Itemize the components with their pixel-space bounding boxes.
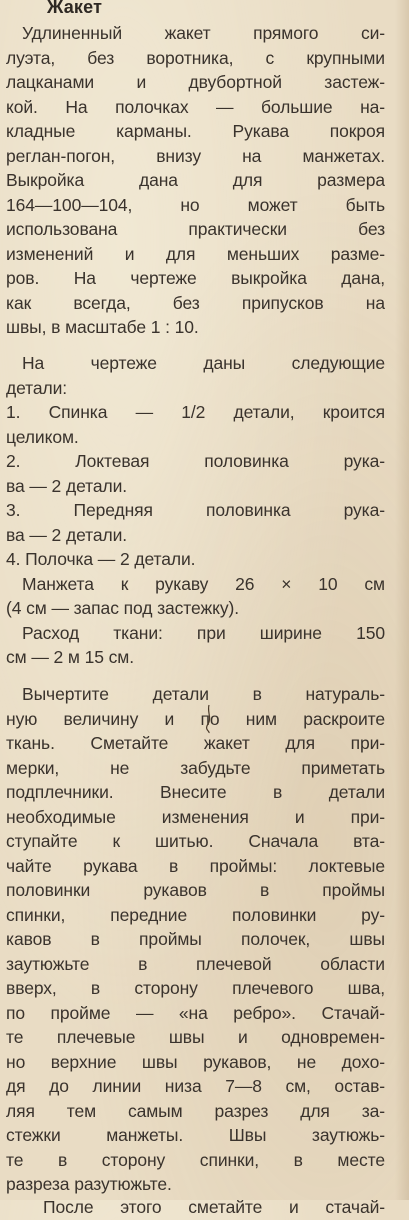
article-title: Жакет bbox=[47, 0, 103, 17]
list-item: 4. Полочка — 2 детали. bbox=[6, 549, 196, 569]
text-line: ров. На чертеже выкройка дана, bbox=[6, 268, 385, 288]
text-line: кавов в проймы полочек, швы bbox=[6, 929, 385, 949]
text-line: ва — 2 детали. bbox=[6, 475, 128, 496]
continuation-paragraph bbox=[6, 1195, 385, 1220]
text-line: 164—100—104, но может быть bbox=[6, 194, 385, 215]
text-line: необходимые изменения и при- bbox=[6, 806, 385, 827]
text-line: ткань. Сметайте жакет для при- bbox=[6, 733, 385, 753]
description-paragraph bbox=[6, 21, 385, 340]
details-list-paragraph bbox=[6, 351, 385, 670]
text-line: но верхние швы рукавов, не дохо- bbox=[6, 1051, 385, 1072]
text-line: чайте рукава в проймы: локтевые bbox=[6, 855, 385, 876]
text-line: Вычертите детали в натураль- bbox=[22, 684, 385, 704]
paper-edge bbox=[395, 0, 409, 1200]
text-line: ступайте к шитью. Сначала вта- bbox=[6, 831, 385, 851]
text-line: ва — 2 детали. bbox=[6, 524, 128, 545]
text-line: кой. На полочках — большие на- bbox=[6, 96, 385, 117]
text-line: подплечники. Внесите в детали bbox=[6, 782, 385, 802]
text-line: целиком. bbox=[6, 426, 79, 447]
text-line: (4 см — запас под застежку). bbox=[6, 598, 239, 618]
text-line: половинки рукавов в проймы bbox=[6, 880, 385, 900]
text-line: Удлиненный жакет прямого си- bbox=[22, 23, 385, 43]
text-line: те в сторону спинки, в месте bbox=[6, 1149, 385, 1170]
text-line: луэта, без воротника, с крупными bbox=[6, 47, 385, 68]
text-line: детали: bbox=[6, 377, 68, 398]
instructions-paragraph bbox=[6, 682, 385, 1197]
text-line: ляя тем самым разрез для за- bbox=[6, 1100, 385, 1121]
text-line: см — 2 м 15 см. bbox=[6, 647, 134, 667]
text-line: использована практически без bbox=[6, 219, 385, 239]
text-line: как всегда, без припусков на bbox=[6, 292, 385, 313]
list-item: 2. Локтевая половинка рука- bbox=[6, 451, 385, 471]
text-line: Манжета к рукаву 26 × 10 см bbox=[22, 573, 385, 594]
text-line: мерки, не забудьте приметать bbox=[6, 757, 385, 778]
text-line: те плечевые швы и одновремен- bbox=[6, 1027, 385, 1047]
text-line: дя до линии низа 7—8 см, остав- bbox=[6, 1076, 385, 1096]
text-line: ную величину и по ним раскроите bbox=[6, 708, 385, 729]
text-line: вверх, в сторону плечевого шва, bbox=[6, 978, 385, 998]
text-line: кладные карманы. Рукава покроя bbox=[6, 121, 385, 141]
text-line: лацканами и двубортной застеж- bbox=[6, 72, 385, 92]
text-line: по пройме — «на ребро». Стачай- bbox=[6, 1002, 385, 1023]
list-item: 1. Спинка — 1/2 детали, кроится bbox=[6, 402, 385, 422]
text-line: Расход ткани: при ширине 150 bbox=[22, 622, 385, 643]
text-line: спинки, передние половинки ру- bbox=[6, 904, 385, 925]
text-line: реглан-погон, внизу на манжетах. bbox=[6, 145, 385, 166]
text-line: заутюжьте в плечевой области bbox=[6, 953, 385, 974]
text-line: разреза разутюжьте. bbox=[6, 1174, 172, 1194]
text-line: После этого сметайте и стачай- bbox=[43, 1197, 385, 1217]
list-item: 3. Передняя половинка рука- bbox=[6, 500, 385, 520]
text-line: На чертеже даны следующие bbox=[22, 353, 385, 373]
hair-mark-icon bbox=[204, 704, 214, 734]
text-line: стежки манжеты. Швы заутюжь- bbox=[6, 1125, 385, 1145]
text-line: Выкройка дана для размера bbox=[6, 170, 385, 190]
text-line: швы, в масштабе 1 : 10. bbox=[6, 317, 199, 337]
text-line: изменений и для меньших разме- bbox=[6, 243, 385, 264]
